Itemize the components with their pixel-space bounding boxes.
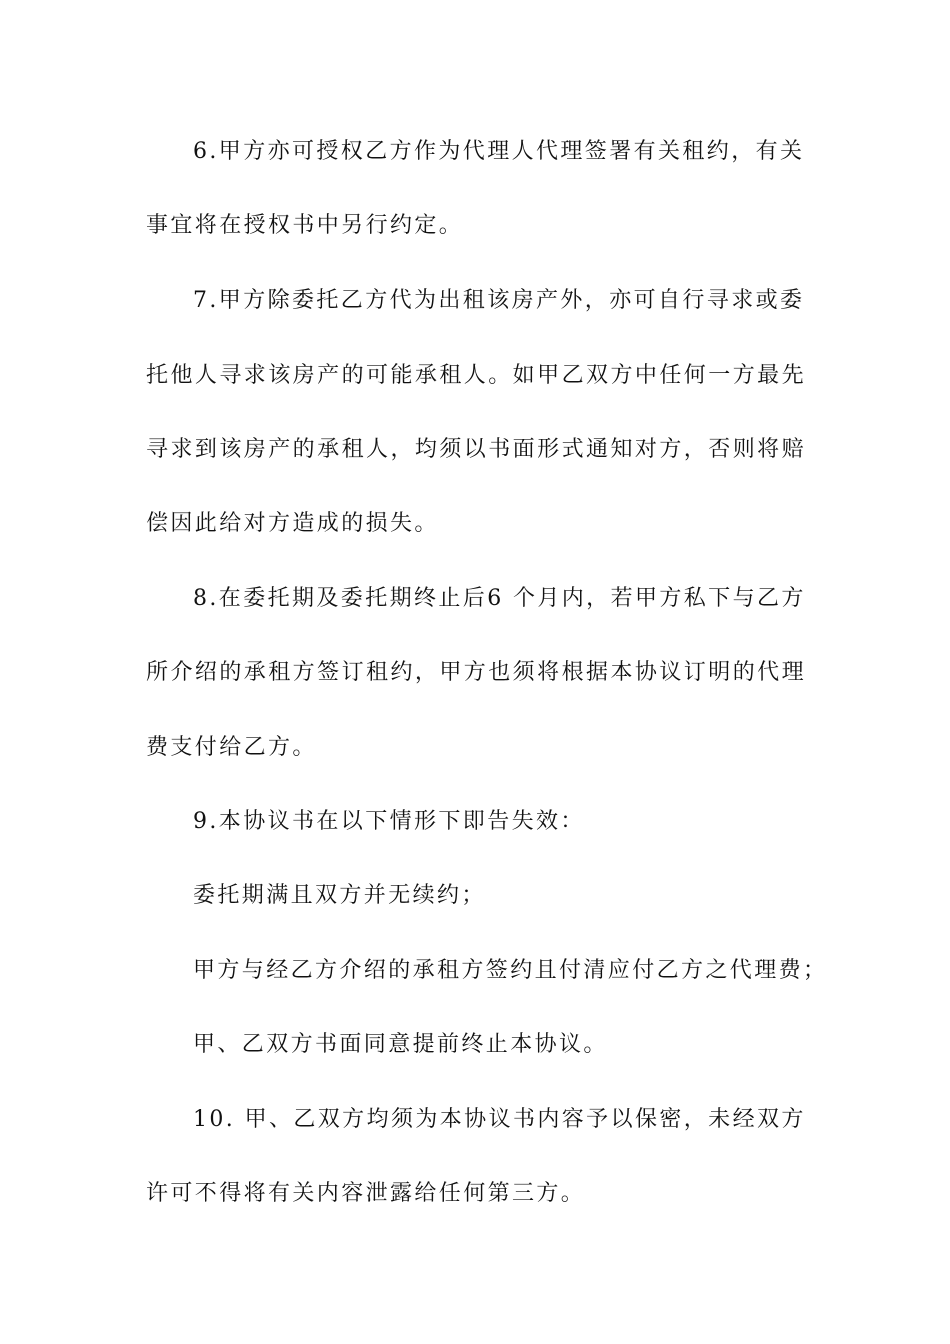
clause-7-line-4: 偿因此给对方造成的损失。 xyxy=(146,511,439,536)
clause-10-line-2: 许可不得将有关内容泄露给任何第三方。 xyxy=(146,1181,586,1206)
clause-9-item-3: 甲、乙双方书面同意提前终止本协议。 xyxy=(193,1032,608,1057)
clause-9-heading: 9.本协议书在以下情形下即告失效： xyxy=(193,809,585,834)
clause-7-line-3: 寻求到该房产的承租人，均须以书面形式通知对方，否则将赔 xyxy=(146,437,806,462)
clause-8-line-3: 费支付给乙方。 xyxy=(146,735,317,760)
clause-6-line-2: 事宜将在授权书中另行约定。 xyxy=(146,213,464,238)
clause-9-item-1: 委托期满且双方并无续约； xyxy=(193,883,486,908)
clause-7-line-2: 托他人寻求该房产的可能承租人。如甲乙双方中任何一方最先 xyxy=(146,363,806,388)
clause-7-line-1: 7.甲方除委托乙方代为出租该房产外，亦可自行寻求或委 xyxy=(193,288,805,313)
clause-8-line-1: 8.在委托期及委托期终止后6 个月内，若甲方私下与乙方 xyxy=(193,586,806,611)
clause-8-line-2: 所介绍的承租方签订租约，甲方也须将根据本协议订明的代理 xyxy=(146,660,806,685)
clause-10-line-1: 10. 甲、乙双方均须为本协议书内容予以保密，未经双方 xyxy=(193,1107,806,1132)
clause-9-item-2: 甲方与经乙方介绍的承租方签约且付清应付乙方之代理费； xyxy=(193,958,828,983)
clause-6-line-1: 6.甲方亦可授权乙方作为代理人代理签署有关租约，有关 xyxy=(193,139,805,164)
